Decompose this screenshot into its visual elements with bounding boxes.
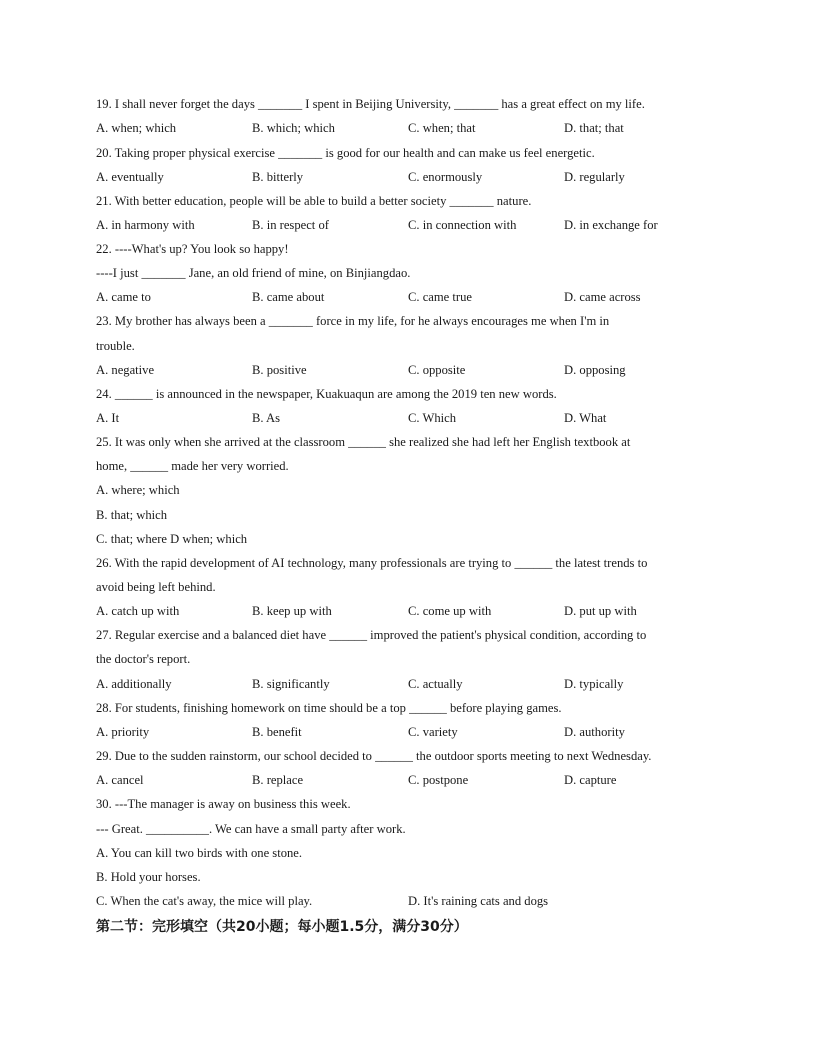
- question-26-stem: 26. With the rapid development of AI technology, many professionals are trying to ______ the latest trends to: [96, 556, 648, 570]
- q23-option-d: D. opposing: [564, 363, 626, 377]
- q30-option-d: D. It's raining cats and dogs: [408, 894, 549, 908]
- q28-option-a: A. priority: [96, 725, 150, 739]
- q21-option-d: D. in exchange for: [564, 218, 658, 232]
- question-23-stem: 23. My brother has always been a _______ force in my life, for he always encourages me when I'm in: [96, 314, 610, 328]
- q20-option-d: D. regularly: [564, 170, 625, 184]
- q29-option-d: D. capture: [564, 773, 617, 787]
- section-heading: 第二节：完形填空（共20小题；每小题1.5分，满分30分）: [96, 919, 468, 935]
- q21-option-c: C. in connection with: [408, 218, 517, 232]
- q27-option-a: A. additionally: [96, 677, 172, 691]
- q29-option-c: C. postpone: [408, 773, 469, 787]
- q23-option-a: A. negative: [96, 363, 155, 377]
- q28-option-b: B. benefit: [252, 725, 302, 739]
- question-30-stem-line2: --- Great. __________. We can have a small party after work.: [96, 822, 406, 836]
- question-21-stem: 21. With better education, people will be able to build a better society _______ nature.: [96, 194, 532, 208]
- q19-option-c: C. when; that: [408, 121, 476, 135]
- q30-option-a: A. You can kill two birds with one stone.: [96, 846, 303, 860]
- q19-option-a: A. when; which: [96, 121, 177, 135]
- question-29-stem: 29. Due to the sudden rainstorm, our school decided to ______ the outdoor sports meeting to next Wednesday.: [96, 749, 652, 763]
- question-24-stem: 24. ______ is announced in the newspaper, Kuakuaqun are among the 2019 ten new words.: [96, 387, 557, 401]
- q24-option-b: B. As: [252, 411, 280, 425]
- question-20-stem: 20. Taking proper physical exercise _______ is good for our health and can make us feel energetic.: [96, 146, 595, 160]
- question-23-stem-line2: trouble.: [96, 339, 135, 353]
- q23-option-b: B. positive: [252, 363, 307, 377]
- q27-option-c: C. actually: [408, 677, 463, 691]
- q20-option-b: B. bitterly: [252, 170, 304, 184]
- q29-option-b: B. replace: [252, 773, 304, 787]
- question-25-stem-line2: home, ______ made her very worried.: [96, 459, 289, 473]
- q22-option-c: C. came true: [408, 290, 472, 304]
- q24-option-d: D. What: [564, 411, 607, 425]
- q19-option-b: B. which; which: [252, 121, 335, 135]
- question-30-stem: 30. ---The manager is away on business this week.: [96, 797, 351, 811]
- q24-option-a: A. It: [96, 411, 120, 425]
- q25-option-c-d: C. that; where D when; which: [96, 532, 248, 546]
- question-22-stem: 22. ----What's up? You look so happy!: [96, 242, 289, 256]
- question-27-stem-line2: the doctor's report.: [96, 652, 191, 666]
- q22-option-b: B. came about: [252, 290, 325, 304]
- q24-option-c: C. Which: [408, 411, 457, 425]
- q22-option-d: D. came across: [564, 290, 641, 304]
- q27-option-d: D. typically: [564, 677, 624, 691]
- question-22-stem-line2: ----I just _______ Jane, an old friend of mine, on Binjiangdao.: [96, 266, 411, 280]
- q21-option-b: B. in respect of: [252, 218, 329, 232]
- q25-option-b: B. that; which: [96, 508, 168, 522]
- q30-option-b: B. Hold your horses.: [96, 870, 201, 884]
- question-28-stem: 28. For students, finishing homework on time should be a top ______ before playing games.: [96, 701, 562, 715]
- q28-option-d: D. authority: [564, 725, 625, 739]
- q22-option-a: A. came to: [96, 290, 151, 304]
- q26-option-a: A. catch up with: [96, 604, 180, 618]
- q29-option-a: A. cancel: [96, 773, 144, 787]
- q21-option-a: A. in harmony with: [96, 218, 195, 232]
- question-25-stem: 25. It was only when she arrived at the classroom ______ she realized she had left her English textbook at: [96, 435, 631, 449]
- q26-option-d: D. put up with: [564, 604, 637, 618]
- question-26-stem-line2: avoid being left behind.: [96, 580, 216, 594]
- q26-option-b: B. keep up with: [252, 604, 332, 618]
- q23-option-c: C. opposite: [408, 363, 466, 377]
- q19-option-d: D. that; that: [564, 121, 624, 135]
- question-27-stem: 27. Regular exercise and a balanced diet have ______ improved the patient's physical condition, according to: [96, 628, 647, 642]
- q30-option-c: C. When the cat's away, the mice will play.: [96, 894, 313, 908]
- q28-option-c: C. variety: [408, 725, 458, 739]
- q26-option-c: C. come up with: [408, 604, 492, 618]
- q20-option-a: A. eventually: [96, 170, 164, 184]
- q25-option-a: A. where; which: [96, 483, 180, 497]
- q20-option-c: C. enormously: [408, 170, 483, 184]
- question-19-stem: 19. I shall never forget the days _______ I spent in Beijing University, _______ has a great effect on my life.: [96, 97, 645, 111]
- q27-option-b: B. significantly: [252, 677, 330, 691]
